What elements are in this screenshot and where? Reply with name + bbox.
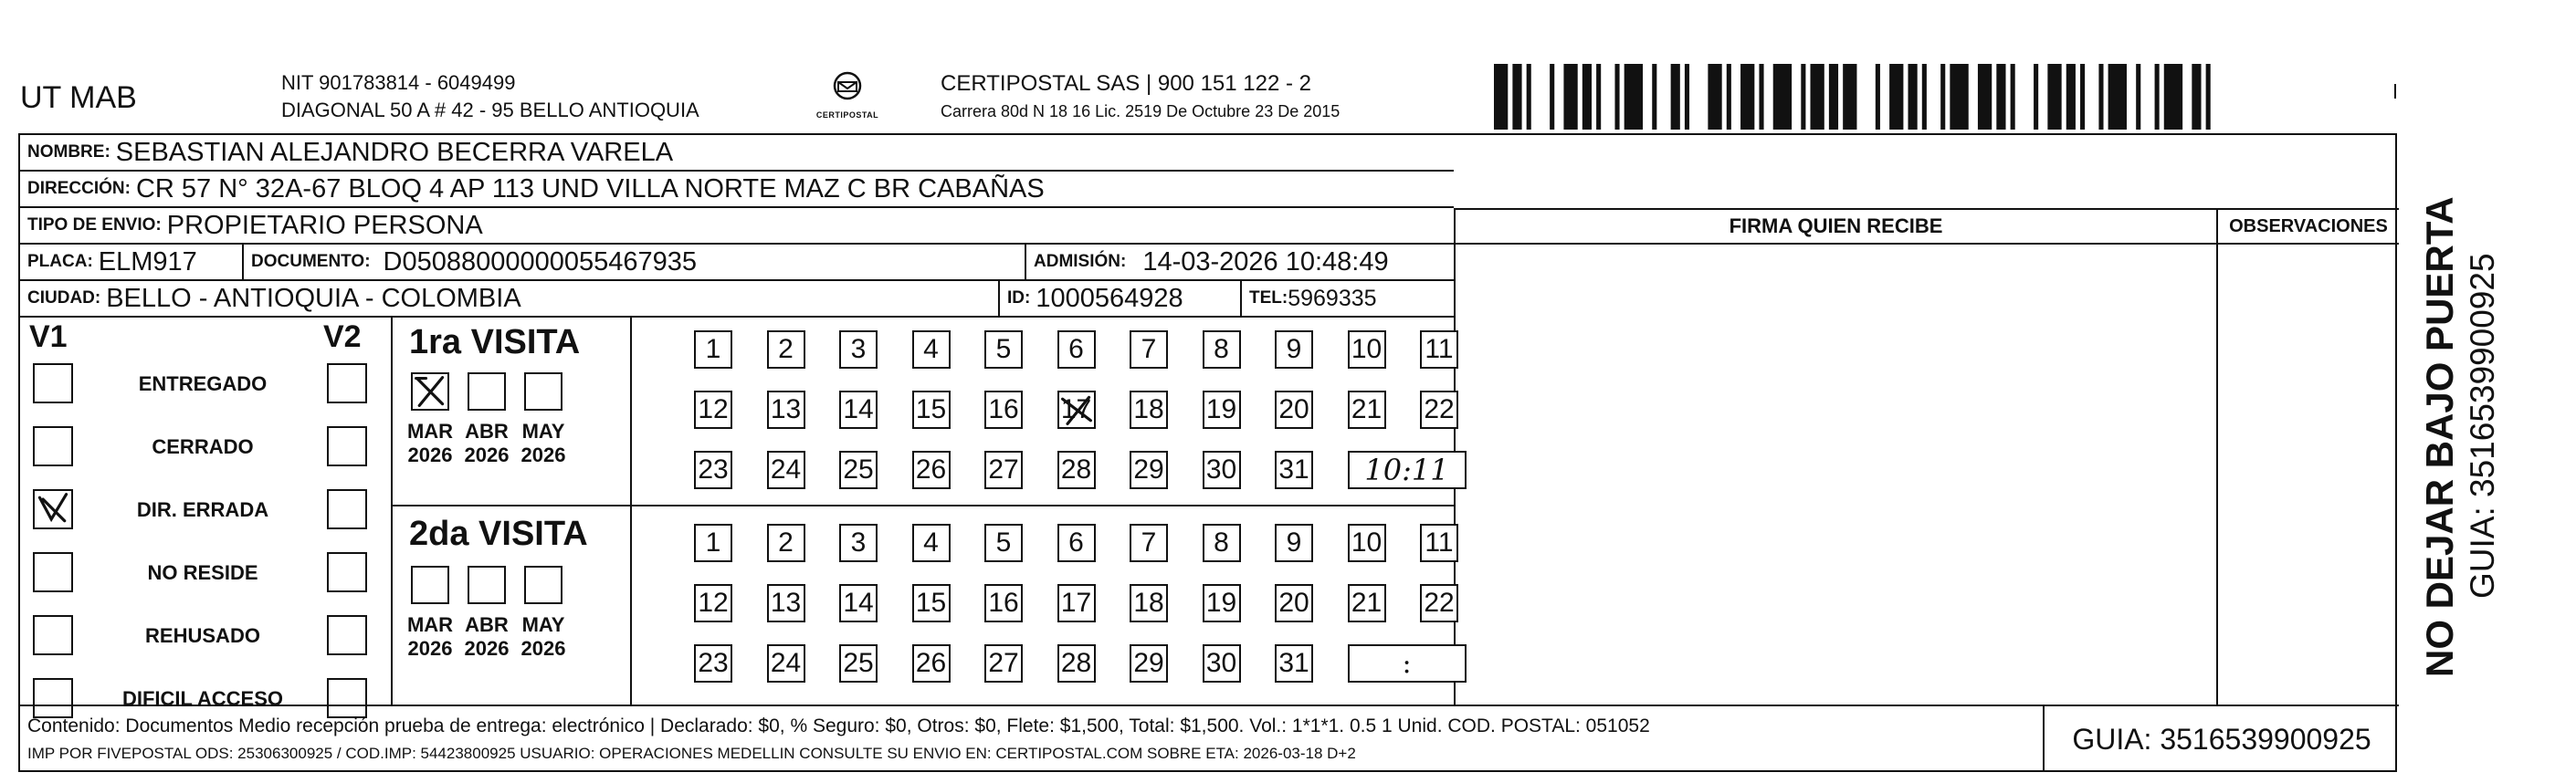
first-visit-title: 1ra VISITA [409, 323, 581, 361]
shipping-form [18, 133, 2397, 772]
day-number: 12 [698, 588, 729, 618]
month-checkbox[interactable] [411, 566, 449, 604]
day-number: 2 [778, 334, 794, 364]
day-box[interactable] [694, 644, 732, 683]
barcode-bar [1922, 64, 1927, 130]
row-placa [20, 245, 1454, 281]
day-number: 9 [1286, 527, 1302, 558]
day-box[interactable] [1275, 391, 1313, 429]
day-box[interactable] [1130, 330, 1168, 369]
barcode-bar [1512, 64, 1521, 130]
barcode-bar [1652, 64, 1656, 130]
month-label: MAR [406, 420, 454, 443]
day-number: 15 [915, 588, 947, 618]
day-number: 11 [1425, 527, 1454, 558]
day-number: 4 [923, 527, 939, 558]
month-column-divider [630, 318, 632, 705]
day-number: 1 [705, 334, 721, 364]
barcode-bar [1801, 64, 1805, 130]
day-box[interactable] [839, 451, 878, 489]
barcode-bar [1908, 64, 1918, 130]
day-number: 22 [1424, 394, 1455, 424]
barcode-bar [1582, 64, 1592, 130]
day-box[interactable] [1420, 330, 1458, 369]
day-box[interactable] [839, 330, 878, 369]
day-box[interactable] [1203, 330, 1241, 369]
day-box[interactable] [1203, 451, 1241, 489]
footer-imp: IMP POR FIVEPOSTAL ODS: 25306300925 / COD.IMP: 54423800925 USUARIO: OPERACIONES MEDELLIN CONSULTE SU ENVIO EN: CERTIPOSTAL.COM SOBRE ETA: 2026-03-18 D+2 [27, 745, 1356, 762]
carrier-license: Carrera 80d N 18 16 Lic. 2519 De Octubre 23 De 2015 [941, 102, 1341, 120]
barcode-bar [1843, 64, 1856, 130]
day-box[interactable] [912, 644, 951, 683]
day-number: 24 [770, 454, 802, 485]
day-number: 8 [1214, 527, 1229, 558]
v2-checkbox[interactable] [327, 552, 367, 592]
day-number: 20 [1278, 394, 1309, 424]
visits-section [393, 318, 1454, 705]
time-value: : [1402, 647, 1412, 680]
day-box[interactable] [1057, 644, 1096, 683]
status-label: ENTREGADO [138, 372, 268, 395]
status-label: DIFICIL ACCESO [121, 687, 283, 710]
barcode-bar [1527, 64, 1531, 130]
day-box[interactable] [767, 644, 805, 683]
direccion-label: DIRECCIÓN: [27, 179, 131, 198]
day-box[interactable] [767, 584, 805, 622]
nombre-value: SEBASTIAN ALEJANDRO BECERRA VARELA [115, 137, 674, 167]
barcode-bar [1773, 64, 1792, 130]
day-box[interactable] [1420, 584, 1458, 622]
firma-header: FIRMA QUIEN RECIBE [1456, 210, 2216, 245]
day-number: 26 [915, 648, 947, 678]
status-section [20, 318, 393, 710]
month-checkbox[interactable] [468, 566, 506, 604]
id-cell [1000, 281, 1242, 316]
barcode-bar [1996, 64, 2005, 130]
id-label: ID: [1007, 288, 1031, 308]
side-guia: GUIA: 3516539900925 [2464, 253, 2501, 599]
day-box[interactable] [1348, 584, 1386, 622]
day-number: 17 [1060, 394, 1092, 424]
day-number: 19 [1205, 588, 1237, 618]
row-tipo [20, 208, 1454, 245]
day-box[interactable] [1275, 584, 1313, 622]
day-number: 20 [1278, 588, 1309, 618]
year-label: 2026 [407, 637, 453, 660]
day-number: 19 [1205, 394, 1237, 424]
day-box[interactable] [1057, 391, 1096, 429]
ciudad-label: CIUDAD: [27, 288, 101, 308]
day-box[interactable] [1275, 451, 1313, 489]
day-number: 29 [1133, 648, 1164, 678]
day-box[interactable] [1130, 391, 1168, 429]
day-box[interactable] [767, 451, 805, 489]
v1-checkbox[interactable] [33, 426, 73, 466]
day-box[interactable] [1348, 524, 1386, 562]
day-number: 8 [1214, 334, 1229, 364]
day-number: 11 [1425, 334, 1454, 364]
v1-label: V1 [29, 319, 68, 354]
firma-column[interactable] [1454, 208, 2216, 705]
tel-cell [1242, 281, 1454, 316]
footer-contenido: Contenido: Documentos Medio recepción prueba de entrega: electrónico | Declarado: $0, % Seguro: $0, Otros: $0, Flete: $1,500, Total: $1,500. Vol.: 1*1*1. 0.5 1 Unid. COD. POSTAL: 051052 [27, 715, 1650, 736]
day-box[interactable] [767, 330, 805, 369]
barcode-bar [1950, 64, 1968, 130]
day-number: 13 [770, 394, 802, 424]
row-ciudad [20, 281, 1454, 318]
admision-cell [1026, 245, 1454, 279]
month-checkbox[interactable] [411, 372, 449, 411]
barcode-bar [1494, 64, 1508, 130]
barcode-bar [2066, 64, 2076, 130]
day-box[interactable] [912, 391, 951, 429]
day-number: 6 [1068, 527, 1084, 558]
day-box[interactable] [1203, 524, 1241, 562]
day-number: 18 [1133, 588, 1164, 618]
month-label: MAR [406, 613, 454, 636]
day-number: 27 [988, 454, 1019, 485]
envelope-logo-icon [811, 69, 884, 106]
day-box[interactable] [1203, 644, 1241, 683]
row-nombre [20, 135, 1454, 172]
direccion-value: CR 57 N° 32A-67 BLOQ 4 AP 113 UND VILLA NORTE MAZ C BR CABAÑAS [135, 173, 1045, 204]
month-label: MAY [521, 613, 565, 636]
day-number: 21 [1351, 394, 1383, 424]
handwritten-x-icon [413, 374, 447, 409]
day-number: 27 [988, 648, 1019, 678]
day-box[interactable] [839, 391, 878, 429]
time-value: 10:11 [1364, 453, 1449, 487]
barcode-bar [1829, 64, 1838, 130]
tel-label: TEL: [1249, 288, 1288, 308]
status-label: REHUSADO [145, 624, 260, 647]
day-box[interactable] [694, 451, 732, 489]
barcode-bar [2108, 64, 2127, 130]
handwritten-x-icon [1059, 392, 1094, 427]
admision-value: 14-03-2026 10:48:49 [1142, 246, 1389, 277]
time-box[interactable] [1348, 451, 1467, 489]
barcode-bar [1550, 64, 1554, 130]
day-number: 5 [995, 527, 1012, 558]
day-box[interactable] [767, 524, 805, 562]
admision-label: ADMISIÓN: [1034, 252, 1127, 271]
day-number: 16 [988, 394, 1019, 424]
day-box[interactable] [984, 451, 1023, 489]
status-label: DIR. ERRADA [136, 498, 269, 521]
day-number: 16 [988, 588, 1019, 618]
day-box[interactable] [984, 391, 1023, 429]
day-number: 10 [1351, 527, 1383, 558]
day-box[interactable] [912, 584, 951, 622]
barcode-bar [2136, 64, 2140, 130]
day-box[interactable] [984, 524, 1023, 562]
day-number: 2 [778, 527, 794, 558]
placa-value: ELM917 [98, 246, 197, 277]
day-number: 12 [698, 394, 729, 424]
barcode-bar [2155, 64, 2160, 130]
day-box[interactable] [984, 330, 1023, 369]
day-number: 28 [1060, 648, 1092, 678]
barcode-bar [1811, 64, 1824, 130]
day-box[interactable] [694, 330, 732, 369]
month-checkbox[interactable] [524, 566, 563, 604]
barcode-bar [1876, 64, 1880, 130]
day-box[interactable] [694, 391, 732, 429]
barcode-bar [1624, 64, 1643, 130]
barcode-bar [1940, 64, 1945, 130]
documento-label: DOCUMENTO: [251, 252, 371, 271]
day-box[interactable] [1057, 584, 1096, 622]
day-box[interactable] [1057, 524, 1096, 562]
day-number: 28 [1060, 454, 1092, 485]
handwritten-check-icon [35, 491, 71, 527]
day-number: 1 [705, 527, 721, 558]
day-box[interactable] [694, 524, 732, 562]
day-box[interactable] [1420, 524, 1458, 562]
barcode-bar [2011, 64, 2015, 130]
year-label: 2026 [407, 444, 453, 466]
day-number: 15 [915, 394, 947, 424]
v1-checkbox[interactable] [33, 552, 73, 592]
day-box[interactable] [1348, 330, 1386, 369]
day-number: 30 [1205, 454, 1237, 485]
sender-address: DIAGONAL 50 A # 42 - 95 BELLO ANTIOQUIA [281, 99, 699, 121]
day-box[interactable] [839, 584, 878, 622]
side-warning: NO DEJAR BAJO PUERTA [2418, 196, 2461, 677]
barcode-bar [1889, 64, 1903, 130]
day-number: 21 [1351, 588, 1383, 618]
day-number: 31 [1278, 454, 1309, 485]
tel-value: 5969335 [1288, 285, 1377, 311]
status-label: CERRADO [152, 435, 254, 458]
status-label: NO RESIDE [147, 561, 258, 584]
barcode-bar [1708, 64, 1721, 130]
year-label: 2026 [464, 637, 510, 660]
edge-tick [2394, 84, 2396, 99]
v2-checkbox[interactable] [327, 489, 367, 529]
barcode-bar [1740, 64, 1754, 130]
day-number: 7 [1141, 527, 1157, 558]
day-box[interactable] [912, 330, 951, 369]
documento-value: D05088000000055467935 [383, 246, 698, 277]
year-label: 2026 [520, 444, 566, 466]
year-label: 2026 [520, 637, 566, 660]
day-number: 25 [843, 454, 874, 485]
day-box[interactable] [1130, 584, 1168, 622]
day-number: 18 [1133, 394, 1164, 424]
day-box[interactable] [1275, 644, 1313, 683]
day-box[interactable] [984, 584, 1023, 622]
day-number: 7 [1141, 334, 1157, 364]
barcode-bar [2164, 64, 2182, 130]
day-box[interactable] [767, 391, 805, 429]
v2-label: V2 [323, 319, 362, 354]
month-label: ABR [465, 613, 509, 636]
barcode-bar [2047, 64, 2061, 130]
observaciones-header: OBSERVACIONES [2218, 210, 2399, 245]
ciudad-value: BELLO - ANTIOQUIA - COLOMBIA [106, 283, 521, 313]
footer-guia-cell [2043, 706, 2399, 772]
day-number: 10 [1351, 334, 1383, 364]
day-number: 3 [850, 334, 867, 364]
day-number: 22 [1424, 588, 1455, 618]
day-number: 4 [923, 334, 939, 364]
barcode-bar [2034, 64, 2038, 130]
visit-divider [393, 505, 1454, 506]
month-checkbox[interactable] [524, 372, 563, 411]
barcode-bar [1978, 64, 1992, 130]
year-label: 2026 [464, 444, 510, 466]
placa-cell [20, 245, 244, 279]
barcode-bar [1563, 64, 1577, 130]
sender-name: UT MAB [20, 80, 137, 115]
month-label: MAY [521, 420, 565, 443]
time-box[interactable] [1348, 644, 1467, 683]
day-box[interactable] [1130, 524, 1168, 562]
v2-checkbox[interactable] [327, 615, 367, 655]
day-box[interactable] [1057, 330, 1096, 369]
day-box[interactable] [1275, 330, 1313, 369]
observaciones-column[interactable] [2216, 208, 2399, 705]
day-box[interactable] [984, 644, 1023, 683]
day-box[interactable] [839, 644, 878, 683]
v2-checkbox[interactable] [327, 363, 367, 403]
row-direccion [20, 172, 1454, 208]
day-number: 9 [1286, 334, 1302, 364]
day-box[interactable] [912, 451, 951, 489]
tipo-label: TIPO DE ENVIO: [27, 215, 162, 235]
day-number: 3 [850, 527, 867, 558]
footer-guia: GUIA: 3516539900925 [2072, 722, 2371, 756]
day-box[interactable] [1130, 644, 1168, 683]
barcode-bar [1671, 64, 1680, 130]
nombre-label: NOMBRE: [27, 142, 110, 162]
day-box[interactable] [1203, 584, 1241, 622]
carrier-name: CERTIPOSTAL SAS | 900 151 122 - 2 [941, 71, 1311, 96]
v1-checkbox[interactable] [33, 615, 73, 655]
day-box[interactable] [912, 524, 951, 562]
carrier-logo [811, 69, 884, 120]
ciudad-cell [20, 281, 1000, 316]
barcode-bar [2080, 64, 2085, 130]
day-box[interactable] [1420, 391, 1458, 429]
v2-checkbox[interactable] [327, 426, 367, 466]
day-box[interactable] [1348, 391, 1386, 429]
barcode-bar [1614, 64, 1619, 130]
carrier-logo-text: CERTIPOSTAL [815, 110, 879, 120]
day-number: 6 [1068, 334, 1084, 364]
month-label: ABR [465, 420, 509, 443]
day-number: 25 [843, 648, 874, 678]
day-number: 5 [995, 334, 1012, 364]
tipo-value: PROPIETARIO PERSONA [166, 210, 483, 240]
day-number: 23 [698, 648, 729, 678]
day-number: 29 [1133, 454, 1164, 485]
day-number: 17 [1060, 588, 1092, 618]
footer [20, 705, 2399, 772]
barcode-bar [1759, 64, 1763, 130]
placa-label: PLACA: [27, 252, 93, 271]
day-box[interactable] [1203, 391, 1241, 429]
barcode-bar [2098, 64, 2103, 130]
day-box[interactable] [1275, 524, 1313, 562]
day-number: 24 [770, 648, 802, 678]
day-box[interactable] [1057, 451, 1096, 489]
v1-checkbox[interactable] [33, 363, 73, 403]
day-box[interactable] [1130, 451, 1168, 489]
barcode-bar [2206, 64, 2211, 130]
day-number: 23 [698, 454, 729, 485]
day-number: 31 [1278, 648, 1309, 678]
day-box[interactable] [839, 524, 878, 562]
day-number: 14 [843, 394, 874, 424]
barcode [1494, 64, 2224, 130]
barcode-bar [1596, 64, 1601, 130]
second-visit-title: 2da VISITA [409, 515, 588, 553]
documento-cell [244, 245, 1026, 279]
barcode-bar [2192, 64, 2201, 130]
barcode-bar [1685, 64, 1689, 130]
sender-nit: NIT 901783814 - 6049499 [281, 71, 516, 94]
day-box[interactable] [694, 584, 732, 622]
day-number: 30 [1205, 648, 1237, 678]
day-number: 13 [770, 588, 802, 618]
month-checkbox[interactable] [468, 372, 506, 411]
barcode-bar [1727, 64, 1731, 130]
v1-checkbox[interactable] [33, 489, 73, 529]
day-number: 14 [843, 588, 874, 618]
id-value: 1000564928 [1036, 283, 1183, 313]
day-number: 26 [915, 454, 947, 485]
